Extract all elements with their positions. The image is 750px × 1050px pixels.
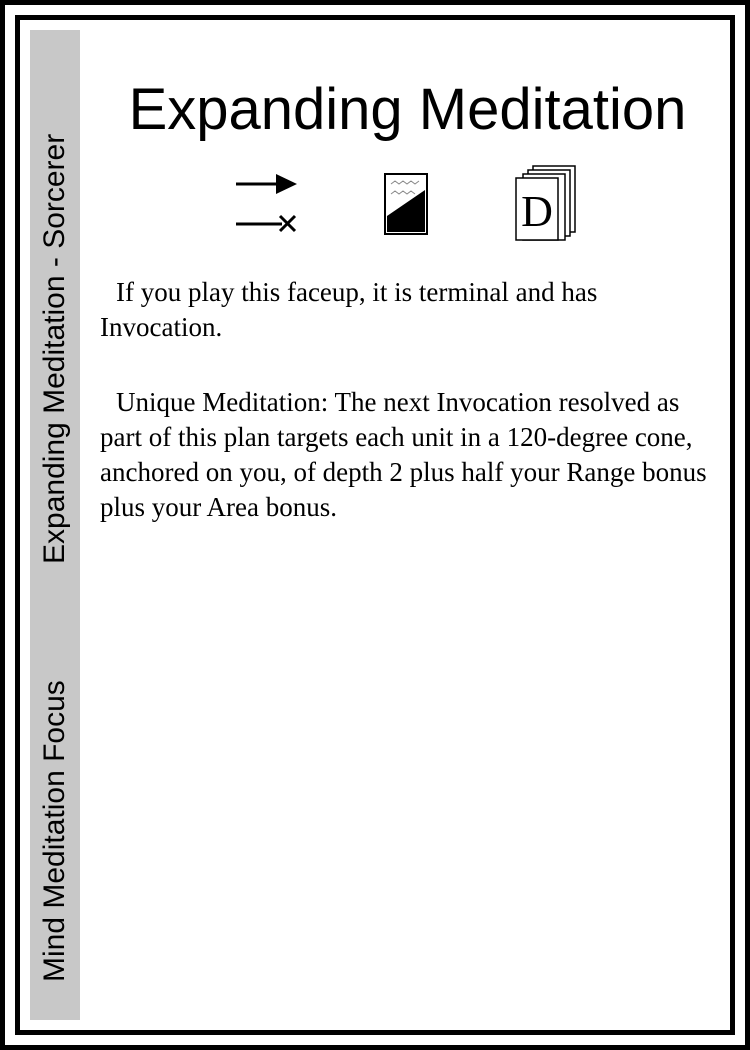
- half-filled-page-icon: [383, 172, 429, 236]
- rules-paragraph-1: If you play this faceup, it is terminal and has Invocation.: [100, 277, 598, 342]
- card-rules-text: [100, 275, 715, 565]
- movement-arrows-icon: [234, 170, 300, 236]
- deck-icon: [513, 163, 579, 243]
- deck-letter: D: [521, 187, 553, 236]
- sidebar-card-name-class: Expanding Meditation - Sorcerer: [38, 133, 71, 564]
- card-title: Expanding Meditation: [128, 77, 687, 142]
- sidebar-card-category: Mind Meditation Focus: [38, 680, 71, 982]
- rules-paragraph-2: Unique Meditation: The next Invocation resolved as part of this plan targets each unit in a 120-degree cone, anchored on you, of depth 2 plus half your Range bonus plus your Area bonus.: [100, 387, 707, 522]
